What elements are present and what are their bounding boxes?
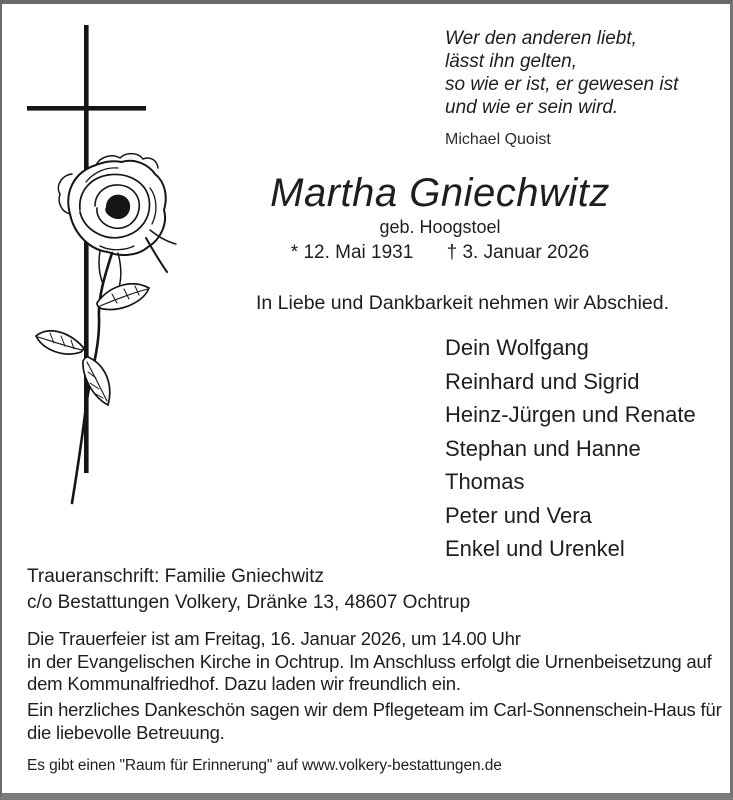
farewell-line: In Liebe und Dankbarkeit nehmen wir Abschied. <box>256 292 670 314</box>
thanks-note <box>27 699 722 744</box>
rose-stem-and-leaves <box>36 253 149 503</box>
mourner-item: Thomas <box>445 469 525 494</box>
mourning-address <box>27 564 470 615</box>
quote-line: so wie er ist, er gewesen ist <box>445 74 679 95</box>
deceased-name: Martha Gniechwitz <box>270 171 610 215</box>
address-line: Traueranschrift: Familie Gniechwitz <box>27 566 325 587</box>
mourner-item: Heinz-Jürgen und Renate <box>445 402 696 427</box>
quote-line: Wer den anderen liebt, <box>445 28 637 49</box>
service-info <box>27 628 712 696</box>
mourner-item: Enkel und Urenkel <box>445 536 625 561</box>
memorial-room-line: Es gibt einen "Raum für Erinnerung" auf www.volkery-bestattungen.de <box>27 757 502 774</box>
address-line: c/o Bestattungen Volkery, Dränke 13, 48607 Ochtrup <box>27 591 471 613</box>
service-line: Die Trauerfeier ist am Freitag, 16. Januar 2026, um 14.00 Uhr <box>27 628 521 649</box>
birth-date: * 12. Mai 1931 <box>290 242 414 263</box>
thanks-line: die liebevolle Betreuung. <box>27 721 225 743</box>
mourners-list <box>445 331 696 566</box>
maiden-name: geb. Hoogstoel <box>379 217 501 237</box>
mourner-item: Peter und Vera <box>445 502 592 528</box>
service-line: in der Evangelischen Kirche in Ochtrup. Im Anschluss erfolgt die Urnenbeisetzung auf <box>27 650 712 672</box>
thanks-line: Ein herzliches Dankeschön sagen wir dem Pflegeteam im Carl-Sonnenschein-Haus für <box>27 699 722 720</box>
mourner-item: Stephan und Hanne <box>445 435 641 461</box>
deceased-block <box>150 170 730 265</box>
quote-attribution: Michael Quoist <box>445 131 551 148</box>
quote-block <box>445 27 678 151</box>
quote-line: und wie er sein wird. <box>445 97 619 118</box>
mourner-item: Reinhard und Sigrid <box>445 368 640 394</box>
mourner-item: Dein Wolfgang <box>445 335 589 360</box>
death-date: † 3. Januar 2026 <box>446 242 590 263</box>
service-line: dem Kommunalfriedhof. Dazu laden wir freundlich ein. <box>27 673 461 695</box>
life-dates <box>150 241 730 265</box>
quote-line: lässt ihn gelten, <box>445 51 578 72</box>
